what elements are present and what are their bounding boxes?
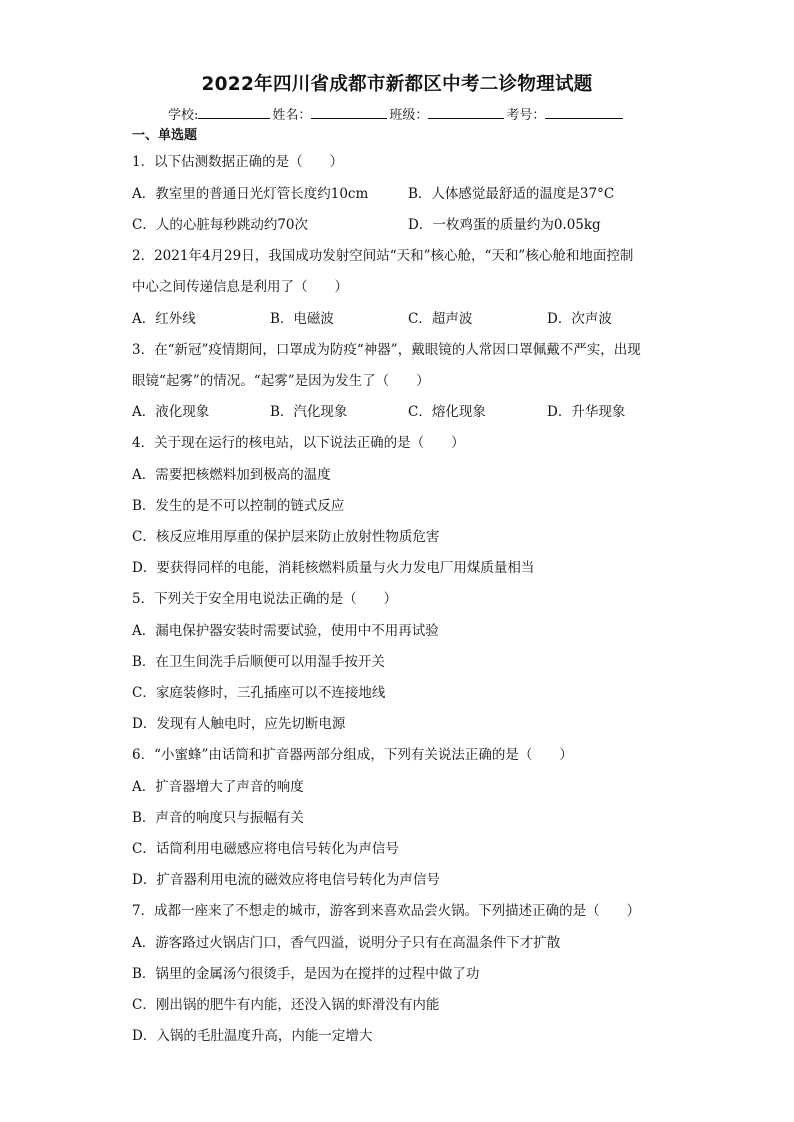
question-1-option-c: C．人的心脏每秒跳动约70次: [132, 217, 309, 233]
question-7-option-c: C．刚出锅的肥牛有内能，还没入锅的虾滑没有内能: [132, 997, 440, 1013]
question-5-option-c: C．家庭装修时，三孔插座可以不连接地线: [132, 685, 386, 701]
question-2-stem-line-1: 2．2021年4月29日，我国成功发射空间站“天和”核心舱，“天和”核心舱和地面控制: [132, 248, 634, 264]
question-4-option-c: C．核反应堆用厚重的保护层来防止放射性物质危害: [132, 529, 440, 545]
question-6-stem: 6．“小蜜蜂”由话筒和扩音器两部分组成，下列有关说法正确的是（ ）: [132, 747, 573, 763]
question-1-option-b: B．人体感觉最舒适的温度是37°C: [408, 186, 615, 202]
student-info-line: [168, 104, 625, 123]
question-7-stem: 7．成都一座来了不想走的城市，游客到来喜欢品尝火锅。下列描述正确的是（ ）: [132, 903, 641, 919]
question-4-option-b: B．发生的是不可以控制的链式反应: [132, 498, 345, 514]
question-5-stem: 5．下列关于安全用电说法正确的是（ ）: [132, 591, 398, 607]
exam-no-label: 考号：: [506, 108, 546, 123]
question-6-option-a: A．扩音器增大了声音的响度: [132, 779, 304, 795]
question-7-option-a: A．游客路过火锅店门口，香气四溢，说明分子只有在高温条件下才扩散: [132, 935, 561, 951]
question-4-stem: 4．关于现在运行的核电站，以下说法正确的是（ ）: [132, 435, 465, 451]
question-6-option-c: C．话筒利用电磁感应将电信号转化为声信号: [132, 841, 399, 857]
question-3-option-b: B．汽化现象: [270, 404, 348, 420]
question-6-option-b: B．声音的响度只与振幅有关: [132, 810, 304, 826]
question-3-option-d: D．升华现象: [547, 404, 626, 420]
question-7-option-d: D．入锅的毛肚温度升高，内能一定增大: [132, 1028, 373, 1044]
class-blank[interactable]: [428, 105, 504, 119]
question-5-option-a: A．漏电保护器安装时需要试验，使用中不用再试验: [132, 623, 439, 639]
school-blank[interactable]: [198, 105, 270, 119]
school-label: 学校:: [168, 108, 199, 123]
question-5-option-b: B．在卫生间洗手后顺便可以用湿手按开关: [132, 654, 385, 670]
question-4-option-d: D．要获得同样的电能，消耗核燃料质量与火力发电厂用煤质量相当: [132, 560, 535, 576]
class-label: 班级：: [389, 108, 429, 123]
question-2-option-a: A．红外线: [132, 311, 196, 327]
question-3-option-c: C．熔化现象: [408, 404, 486, 420]
question-5-option-d: D．发现有人触电时，应先切断电源: [132, 716, 346, 732]
question-1-option-a: A．教室里的普通日光灯管长度约10cm: [132, 186, 369, 202]
exam-no-blank[interactable]: [545, 105, 623, 119]
question-2-stem-line-2: 中心之间传递信息是利用了（ ）: [132, 279, 348, 295]
question-2-option-b: B．电磁波: [270, 311, 334, 327]
question-3-option-a: A．液化现象: [132, 404, 210, 420]
section-heading: 一、单选题: [132, 128, 198, 143]
question-2-option-d: D．次声波: [547, 311, 612, 327]
question-4-option-a: A．需要把核燃料加到极高的温度: [132, 467, 331, 483]
question-1-option-d: D．一枚鸡蛋的质量约为0.05kg: [408, 217, 601, 233]
name-blank[interactable]: [311, 105, 387, 119]
question-6-option-d: D．扩音器利用电流的磁效应将电信号转化为声信号: [132, 872, 440, 888]
name-label: 姓名：: [272, 108, 312, 123]
question-3-stem-line-2: 眼镜“起雾”的情况。“起雾”是因为发生了（ ）: [132, 373, 430, 389]
question-1-stem: 1．以下估测数据正确的是（ ）: [132, 154, 344, 170]
page-title: 2022年四川省成都市新都区中考二诊物理试题: [201, 74, 593, 95]
question-3-stem-line-1: 3．在“新冠”疫情期间，口罩成为防疫“神器”，戴眼镜的人常因口罩佩戴不严实，出现: [132, 342, 641, 358]
question-7-option-b: B．锅里的金属汤勺很烫手，是因为在搅拌的过程中做了功: [132, 966, 480, 982]
question-2-option-c: C．超声波: [408, 311, 473, 327]
